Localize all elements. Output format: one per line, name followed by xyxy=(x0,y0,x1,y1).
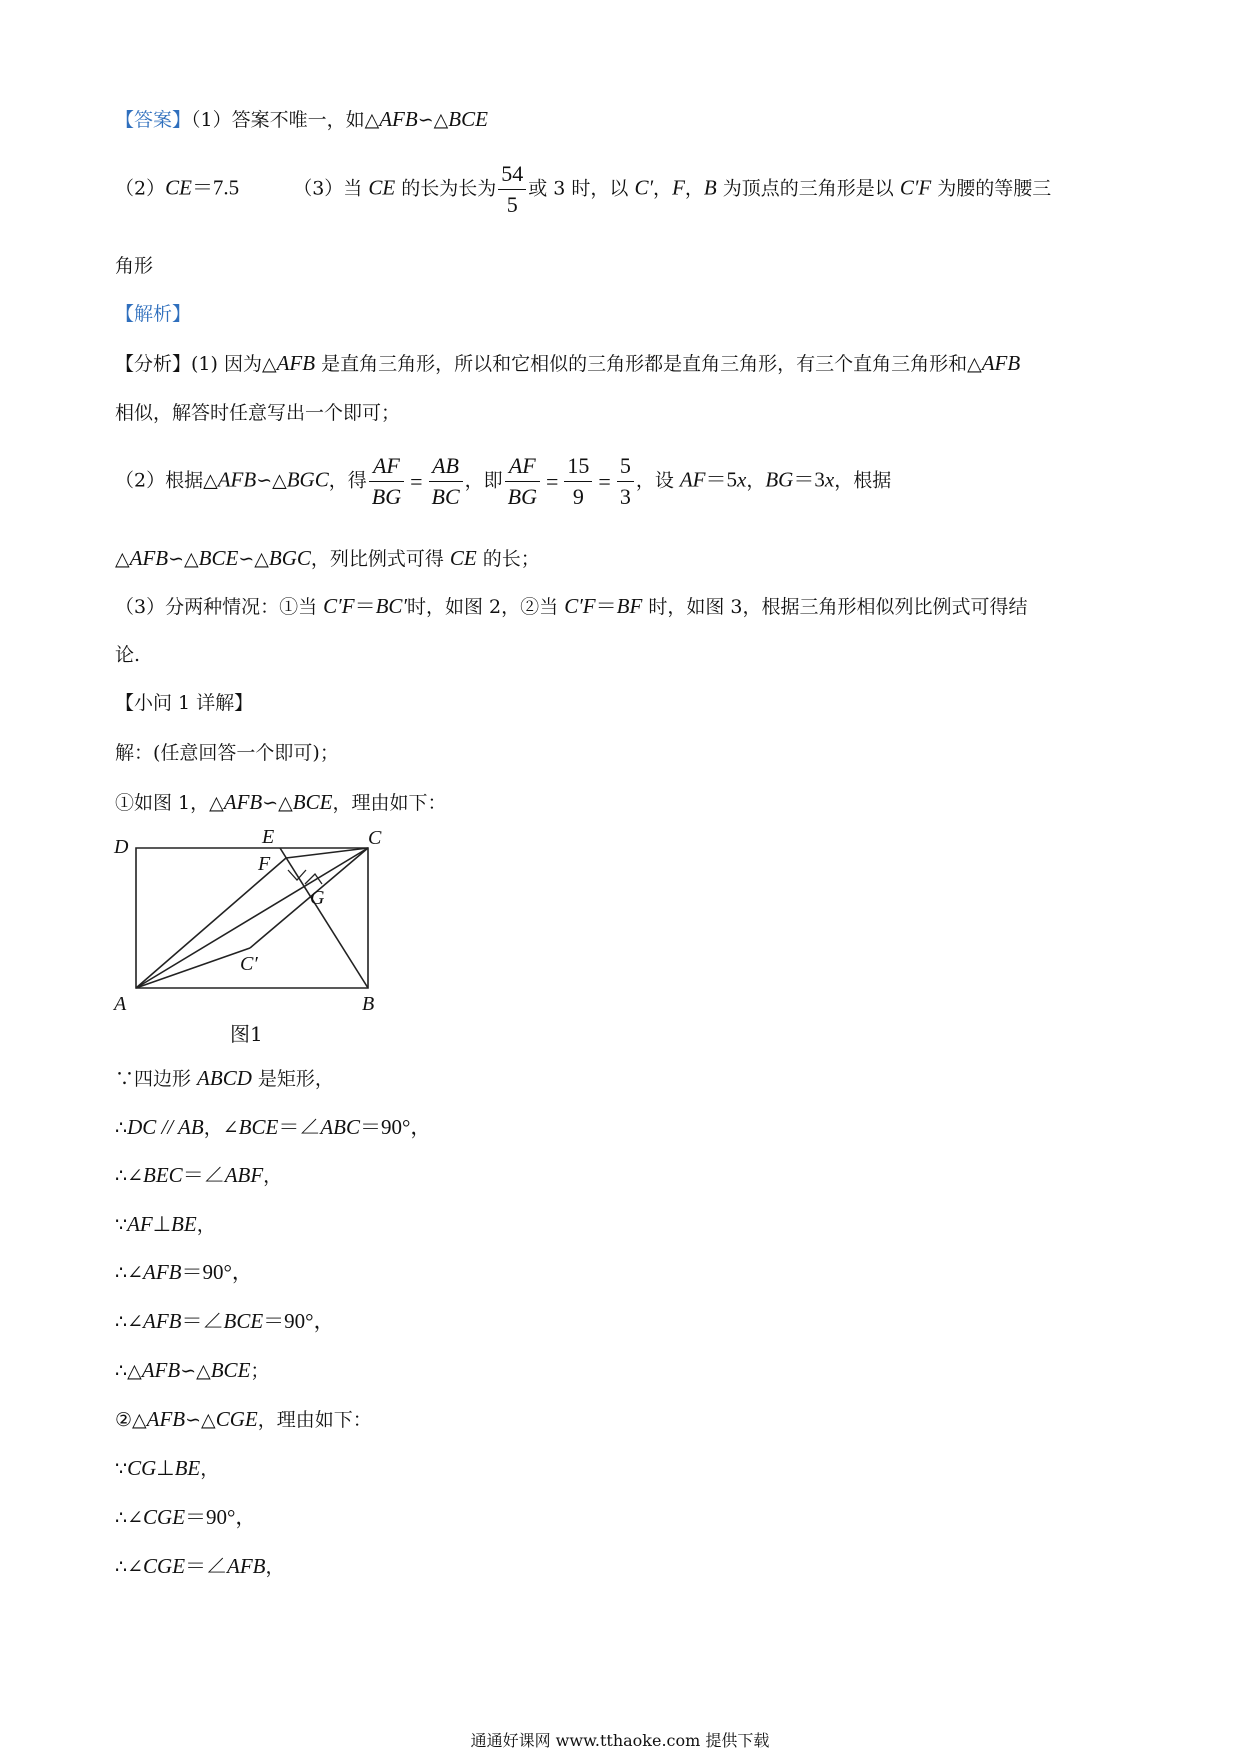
proof-line-10: ∴∠CGE＝90°， xyxy=(115,1505,257,1529)
answer-tag: 【答案】 xyxy=(115,109,192,131)
analysis-line-2: 相似，解答时任意写出一个即可； xyxy=(115,402,401,424)
label-e: E xyxy=(262,830,275,848)
label-a: A xyxy=(114,993,127,1015)
analysis-tag: 【解析】 xyxy=(115,303,192,325)
analysis-line-4: △AFB∽△BCE∽△BGC，列比例式可得 CE 的长； xyxy=(115,546,540,570)
label-d: D xyxy=(114,836,129,858)
analysis-tag-line xyxy=(115,301,191,327)
page-footer: 通通好课网 www.tthaoke.com 提供下载 xyxy=(470,1731,770,1750)
analysis-line-6: 论. xyxy=(115,644,141,666)
label-c: C xyxy=(368,830,382,849)
geometry-figure-1 xyxy=(110,830,410,1020)
segment-fc xyxy=(286,848,368,858)
proof-line-5: ∴∠AFB＝90°， xyxy=(115,1260,253,1284)
segment-eb xyxy=(280,848,368,988)
answer-line-2: （2）CE＝7.5 （3）当 CE 的长为长为 $\frac{54}{5}$ 或 3 时，以 C′，F，B 为顶点的三角形是以 C′F 为腰的等腰三 xyxy=(115,161,1052,217)
fraction-5-3: $\frac{5}{3}$ xyxy=(617,452,634,511)
proof-line-8: ②△AFB∽△CGE，理由如下： xyxy=(115,1407,372,1431)
detail-tag-line xyxy=(115,690,253,716)
detail-tag: 【小问 1 详解】 xyxy=(115,692,254,714)
label-f: F xyxy=(258,853,271,875)
proof-line-9: ∵CG⊥BE， xyxy=(115,1456,220,1480)
fraction-54-5: $\frac{54}{5}$ xyxy=(498,160,526,219)
answer-line-3: 角形 xyxy=(115,255,154,277)
proof-line-1: ∵四边形 ABCD 是矩形， xyxy=(115,1066,334,1090)
proof-line-4: ∵AF⊥BE， xyxy=(115,1212,216,1236)
figure-caption: 图1 xyxy=(230,1022,263,1046)
segment-af xyxy=(136,858,286,988)
proof-line-2: ∴DC // AB，∠BCE＝∠ABC＝90°， xyxy=(115,1115,432,1139)
proof-line-3: ∴∠BEC＝∠ABF， xyxy=(115,1163,283,1187)
proof-line-7: ∴△AFB∽△BCE； xyxy=(115,1358,270,1382)
analysis-line-3: （2）根据△AFB∽△BGC，得 $\frac{AF}{BG}$ = $\frac{AB}{BC}$ ，即 $\frac{AF}{BG}$ = $\frac{15}{9}$ = $\frac{5}{3}$ ，设 AF＝5x，BG＝3x，根据 xyxy=(115,453,892,509)
proof-line-6: ∴∠AFB＝∠BCE＝90°， xyxy=(115,1309,335,1333)
fraction-ab-bc: $\frac{AB}{BC}$ xyxy=(429,452,463,511)
answer-line-1: 【答案】（1）答案不唯一，如△AFB∽△BCE xyxy=(115,107,488,131)
fraction-15-9: $\frac{15}{9}$ xyxy=(564,452,592,511)
detail-case-1: ①如图 1，△AFB∽△BCE，理由如下： xyxy=(115,790,447,814)
label-g: G xyxy=(310,887,325,909)
analysis-line-5: （3）分两种情况：①当 C′F＝BC′时，如图 2，②当 C′F＝BF 时，如图 3，根据三角形相似列比例式可得结 xyxy=(115,594,1028,618)
label-b: B xyxy=(362,993,375,1015)
fraction-af-bg-2: $\frac{AF}{BG}$ xyxy=(505,452,540,511)
fraction-af-bg: $\frac{AF}{BG}$ xyxy=(369,452,404,511)
detail-intro: 解：(任意回答一个即可)； xyxy=(115,742,339,764)
right-angle-mark-g xyxy=(305,874,322,884)
proof-line-11: ∴∠CGE＝∠AFB， xyxy=(115,1554,285,1578)
analysis-line-1: 【分析】(1) 因为△AFB 是直角三角形，所以和它相似的三角形都是直角三角形，有三个直角三角形和△AFB xyxy=(115,351,1021,375)
label-cprime: C′ xyxy=(240,953,258,975)
